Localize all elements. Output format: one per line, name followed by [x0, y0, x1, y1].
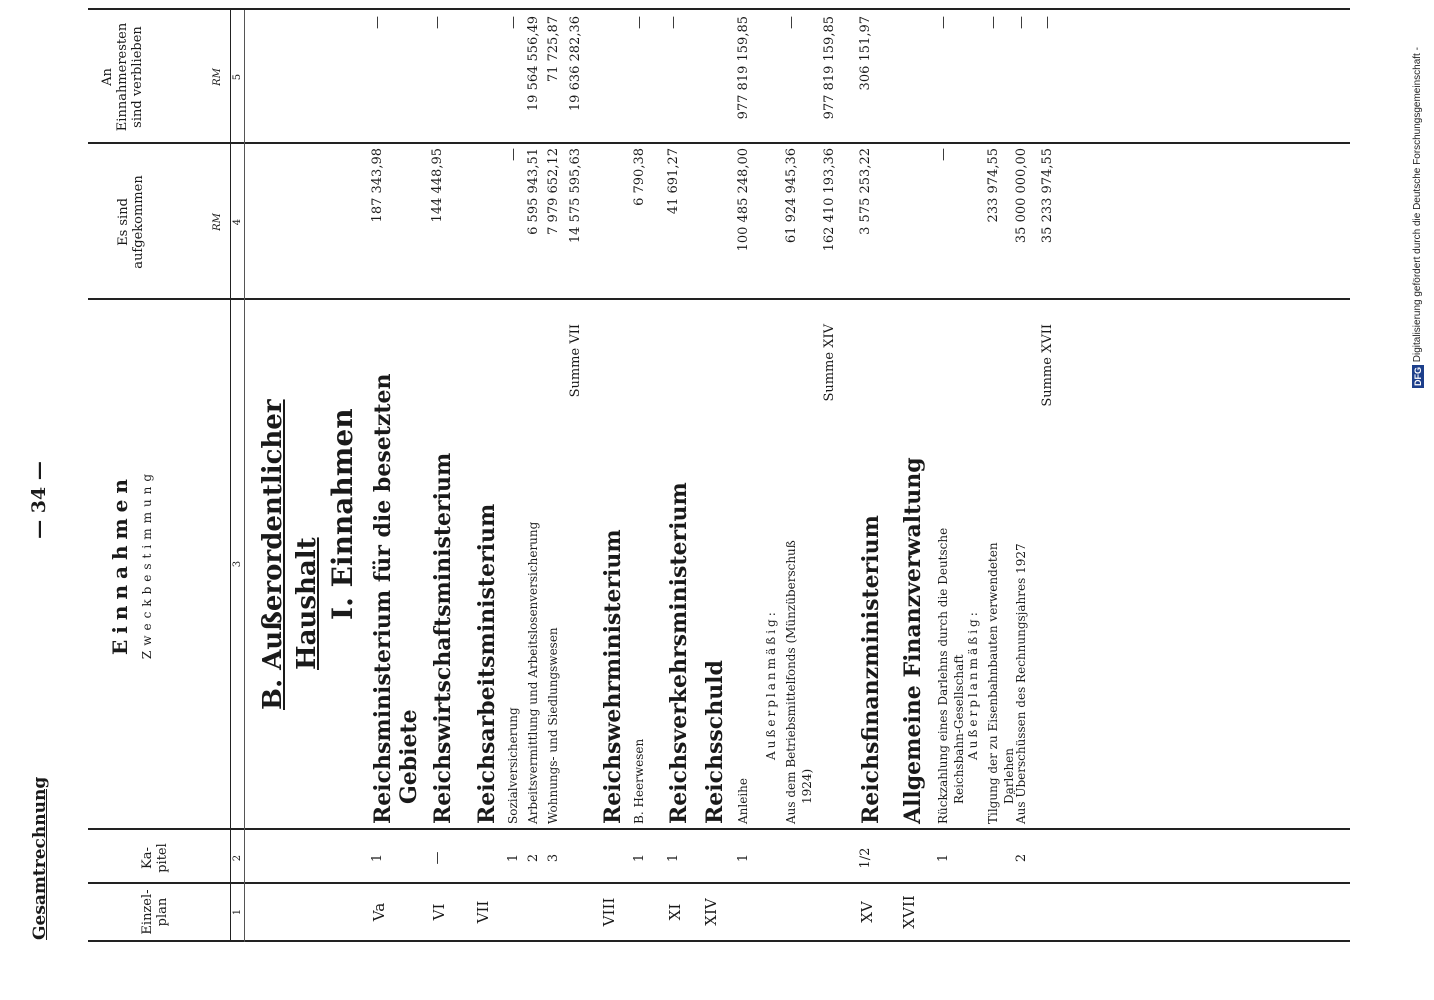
header-verblieben: An Einnahmeresten sind verblieben: [100, 22, 145, 132]
side-note: [1412, 8, 1430, 388]
verblieben-cell: —: [632, 16, 647, 29]
kapitel-cell: 3: [546, 853, 561, 863]
aufgekommen-cell: 233 974,55: [986, 148, 1001, 223]
zweckbestimmung-continuation: Reichsbahn-Gesellschaft: [952, 654, 966, 804]
einzelplan-cell: XIV: [702, 898, 720, 926]
summe-cell: [546, 0, 561, 6]
header-summe: [124, 0, 139, 8]
zweckbestimmung-cell: Reichswehrministerium: [600, 529, 626, 824]
verblieben-cell: —: [1040, 16, 1055, 29]
einzelplan-cell: XVII: [900, 895, 918, 929]
aufgekommen-cell: —: [936, 148, 951, 161]
zweckbestimmung-cell: Aus dem Betriebsmittelfonds (Münzüberschuß: [784, 540, 798, 824]
unit-label: RM: [212, 213, 223, 231]
verblieben-cell: 71 725,87: [546, 16, 561, 83]
verblieben-cell: —: [430, 16, 445, 29]
zweckbestimmung-cell: Anleihe: [736, 777, 750, 824]
verblieben-cell: 306 151,97: [858, 16, 873, 91]
verblieben-cell: —: [784, 16, 799, 29]
kapitel-cell: 2: [526, 853, 541, 863]
zweckbestimmung-cell: Reichsfinanzministerium: [858, 515, 884, 824]
dfg-logo: DFG: [1413, 367, 1423, 386]
aufgekommen-cell: 41 691,27: [666, 148, 681, 215]
zweckbestimmung-cell: Außerplanmäßig:: [966, 609, 980, 760]
aufgekommen-cell: 3 575 253,22: [858, 148, 873, 235]
zweckbestimmung-cell: Reichsarbeitsministerium: [474, 503, 500, 824]
zweckbestimmung-cell: Summe XVII: [1040, 324, 1055, 407]
zweckbestimmung-cell: B. Heerwesen: [632, 738, 646, 824]
aufgekommen-cell: 6 595 943,51: [526, 148, 541, 235]
summe-cell: [986, 0, 1001, 6]
verblieben-cell: —: [370, 16, 385, 29]
zweckbestimmung-cell: Reichswirtschaftsministerium: [430, 452, 456, 824]
section-title-einnahmen: I. Einnahmen: [326, 408, 359, 620]
aufgekommen-cell: 7 979 652,12: [546, 148, 561, 235]
zweckbestimmung-cell: Außerplanmäßig:: [764, 609, 778, 760]
aufgekommen-cell: 6 790,38: [632, 148, 647, 206]
zweckbestimmung-cell: Summe XIV: [822, 324, 837, 402]
summe-cell: [430, 0, 445, 6]
summe-cell: [370, 0, 385, 6]
aufgekommen-cell: 61 924 945,36: [784, 148, 799, 244]
summe-cell: [784, 0, 799, 6]
einzelplan-cell: Va: [370, 902, 388, 922]
einzelplan-cell: XV: [858, 901, 876, 923]
unit-label: RM: [212, 68, 223, 86]
zweckbestimmung-cell: Sozialversicherung: [506, 707, 520, 824]
summe-cell: [1014, 0, 1029, 6]
einzelplan-cell: VII: [474, 900, 492, 924]
kapitel-cell: 1: [506, 853, 521, 863]
verblieben-cell: 977 819 159,85: [736, 16, 751, 120]
page-number: — 34 —: [28, 461, 50, 539]
summe-cell: [858, 0, 873, 6]
aufgekommen-cell: 35 233 974,55: [1040, 148, 1055, 244]
kapitel-cell: 1: [736, 853, 751, 863]
kapitel-cell: 1/2: [858, 847, 873, 869]
aufgekommen-cell: 162 410 193,36: [822, 148, 837, 252]
kapitel-cell: 1: [666, 853, 681, 863]
kapitel-cell: 1: [632, 853, 647, 863]
summe-cell: [822, 0, 837, 6]
zweckbestimmung-cell: Reichsverkehrsministerium: [666, 482, 692, 824]
verblieben-cell: 977 819 159,85: [822, 16, 837, 120]
unit-label: [212, 0, 223, 8]
verblieben-cell: 19 564 556,49: [526, 16, 541, 112]
kapitel-cell: 1: [936, 853, 951, 863]
kapitel-cell: 2: [1014, 853, 1029, 863]
side-note-text: Digitalisierung gefördert durch die Deutsche Forschungsgemeinschaft -: [1412, 47, 1423, 363]
column-number: 5: [232, 73, 243, 81]
zweckbestimmung-cell: Allgemeine Finanzverwaltung: [900, 457, 926, 824]
summe-cell: [526, 0, 541, 6]
aufgekommen-cell: 187 343,98: [370, 148, 385, 223]
kapitel-cell: 1: [370, 853, 385, 863]
verblieben-cell: —: [1014, 16, 1029, 29]
column-number: 2: [232, 854, 243, 862]
zweckbestimmung-cell: Arbeitsvermittlung und Arbeitslosenversicherung: [526, 521, 540, 824]
section-title-haushalt: Haushalt: [292, 537, 322, 670]
zweckbestimmung-cell: Aus Überschüssen des Rechnungsjahres 1927: [1014, 543, 1028, 824]
header-einnahmen: Einnahmen: [108, 473, 132, 655]
summe-cell: [506, 0, 521, 6]
summe-cell: [632, 0, 647, 6]
einzelplan-cell: XI: [666, 903, 684, 921]
aufgekommen-cell: 144 448,95: [430, 148, 445, 223]
einzelplan-cell: VI: [430, 903, 448, 921]
verblieben-cell: —: [986, 16, 1001, 29]
aufgekommen-cell: 14 575 595,63: [568, 148, 583, 244]
aufgekommen-cell: 35 000 000,00: [1014, 148, 1029, 244]
kapitel-cell: —: [430, 851, 445, 865]
zweckbestimmung-continuation: Darlehen: [1002, 747, 1016, 804]
zweckbestimmung-continuation: 1924): [800, 768, 814, 804]
running-head: Gesamtrechnung: [30, 776, 50, 940]
header-aufgekommen: Es sind aufgekommen: [116, 175, 146, 269]
aufgekommen-cell: 100 485 248,00: [736, 148, 751, 252]
verblieben-cell: —: [506, 16, 521, 29]
verblieben-cell: —: [666, 16, 681, 29]
zweckbestimmung-cell: Tilgung der zu Eisenbahnbauten verwendeten: [986, 542, 1000, 824]
einzelplan-cell: VIII: [600, 897, 618, 927]
header-zweckbestimmung: Zweckbestimmung: [140, 468, 154, 660]
zweckbestimmung-cell: Reichsministerium für die besetzten: [370, 373, 396, 824]
column-number: [232, 0, 243, 8]
zweckbestimmung-cell: Reichsschuld: [702, 660, 728, 824]
header-einzelplan: Einzel- plan: [140, 889, 170, 935]
zweckbestimmung-cell: Wohnungs- und Siedlungswesen: [546, 627, 560, 824]
column-number: 4: [232, 218, 243, 226]
column-number: 3: [232, 560, 243, 568]
zweckbestimmung-cell: Summe VII: [568, 324, 583, 398]
summe-cell: [936, 0, 951, 6]
section-title-b: B. Außerordentlicher: [258, 399, 288, 710]
verblieben-cell: 19 636 282,36: [568, 16, 583, 112]
aufgekommen-cell: —: [506, 148, 521, 161]
summe-cell: [1040, 0, 1055, 6]
summe-cell: [666, 0, 681, 6]
verblieben-cell: —: [936, 16, 951, 29]
summe-cell: [736, 0, 751, 6]
zweckbestimmung-cell: Rückzahlung eines Darlehns durch die Deutsche: [936, 527, 950, 824]
column-number: 1: [232, 908, 243, 916]
zweckbestimmung-continuation: Gebiete: [396, 709, 422, 804]
summe-cell: [568, 0, 583, 6]
header-kapitel: Ka- pitel: [140, 843, 170, 873]
